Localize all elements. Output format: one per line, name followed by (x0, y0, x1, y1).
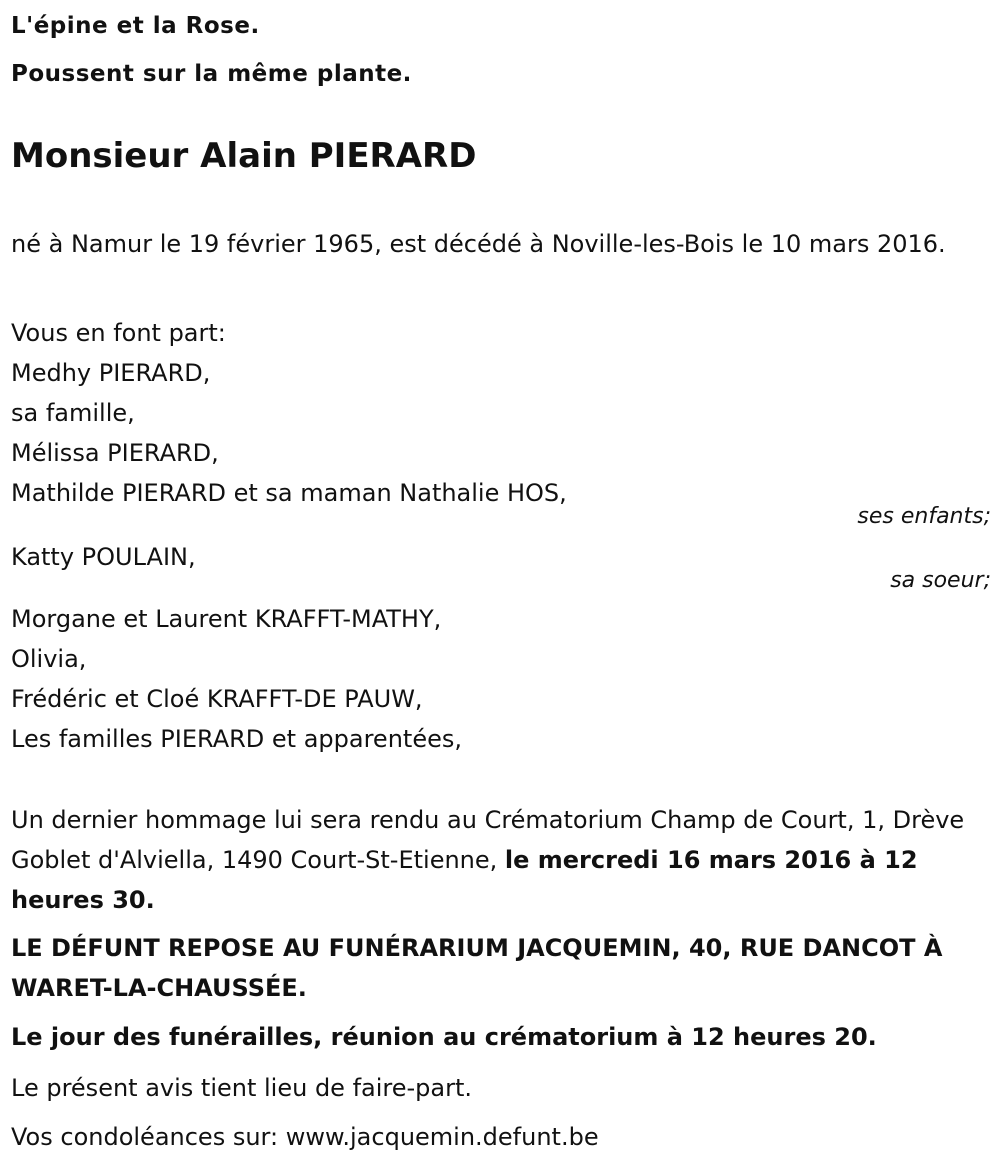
ceremony-text: Un dernier hommage lui sera rendu au Crématorium Champ de Court, 1, Drève Goblet d'Alviella, 1490 Court-St-Etienne, (11, 806, 965, 874)
faire-part-notice: Le présent avis tient lieu de faire-part. (11, 1074, 473, 1102)
epigraph-line-1: L'épine et la Rose. (11, 13, 260, 39)
sister-line: Katty POULAIN, (11, 543, 196, 571)
announcers-intro: Vous en font part: (11, 319, 226, 347)
announcer-line: Mélissa PIERARD, (11, 439, 219, 467)
announcer-line: Mathilde PIERARD et sa maman Nathalie HOS, (11, 479, 567, 507)
role-children: ses enfants; (857, 504, 991, 529)
condolences-line: Vos condoléances sur: www.jacquemin.defunt.be (11, 1123, 599, 1151)
relative-line: Les familles PIERARD et apparentées, (11, 725, 462, 753)
relative-line: Frédéric et Cloé KRAFFT-DE PAUW, (11, 685, 423, 713)
ceremony-details (11, 800, 986, 920)
announcer-line: sa famille, (11, 399, 135, 427)
relative-line: Olivia, (11, 645, 87, 673)
repose-notice: LE DÉFUNT REPOSE AU FUNÉRARIUM JACQUEMIN, 40, RUE DANCOT À WARET-LA-CHAUSSÉE. (11, 934, 943, 1002)
announcer-line: Medhy PIERARD, (11, 359, 211, 387)
deceased-name: Monsieur Alain PIERARD (11, 136, 477, 176)
relative-line: Morgane et Laurent KRAFFT-MATHY, (11, 605, 442, 633)
ceremony-date: le mercredi 16 mars 2016 à 12 heures 30. (11, 846, 918, 914)
epigraph-line-2: Poussent sur la même plante. (11, 61, 412, 87)
role-sister: sa soeur; (890, 568, 991, 593)
meeting-notice: Le jour des funérailles, réunion au crématorium à 12 heures 20. (11, 1023, 877, 1051)
birth-death-statement: né à Namur le 19 février 1965, est décédé à Noville-les-Bois le 10 mars 2016. (11, 230, 946, 258)
